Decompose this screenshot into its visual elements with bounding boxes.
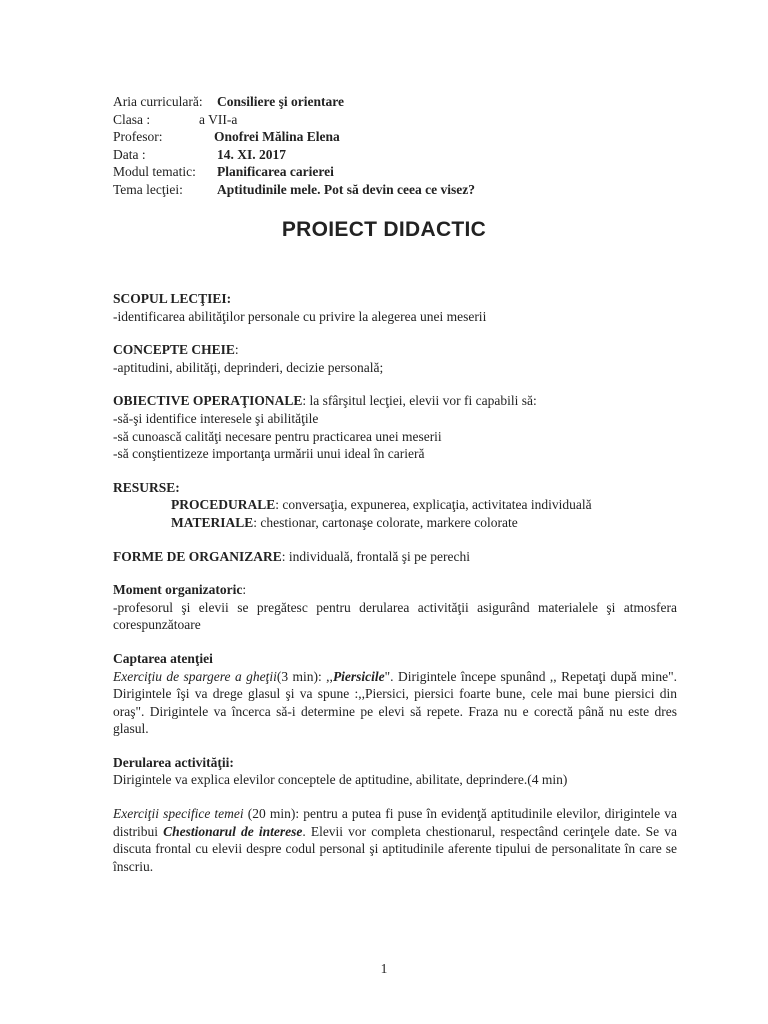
resource-text: : conversaţia, expunerea, explicaţia, activitatea individuală xyxy=(275,497,592,513)
section-concepte xyxy=(113,341,677,376)
resource-procedurale xyxy=(113,496,677,514)
meta-value: Onofrei Mălina Elena xyxy=(214,129,340,145)
list-item: -să conştientizeze importanţa urmării unui ideal în carieră xyxy=(113,446,425,462)
document-body xyxy=(113,290,677,891)
section-forme xyxy=(113,548,677,566)
meta-value: Aptitudinile mele. Pot să devin ceea ce visez? xyxy=(217,181,475,197)
section-text: -aptitudini, abilităţi, deprinderi, decizie personală; xyxy=(113,359,384,375)
section-resurse xyxy=(113,479,677,532)
exercise-text: ". Dirigintele începe spunând ,, Repetaţi după mine". Dirigintele îşi va drege glasul şi va spune :,,Piersici, piersici foarte bune, cele mai bune piersici din oraş". Dirigintele va încerca să-i determine pe elevi să repete. Fraza nu e corectă până nu este dres glasul. xyxy=(113,668,677,737)
section-text: -identificarea abilităţilor personale cu privire la alegerea unei meserii xyxy=(113,308,487,324)
section-obiective xyxy=(113,392,677,462)
meta-label: Data : xyxy=(113,146,146,162)
resource-text: : chestionar, cartonaşe colorate, markere colorate xyxy=(253,514,518,530)
exercise-label: Exerciţii specifice temei xyxy=(113,806,244,822)
exercise-time: (3 min): ,, xyxy=(276,668,333,684)
section-heading: FORME DE ORGANIZARE xyxy=(113,548,282,564)
list-item: -să-şi identifice interesele şi abilităţile xyxy=(113,410,319,426)
heading-colon: : xyxy=(242,582,247,598)
meta-row-clasa xyxy=(113,111,713,129)
resource-label: MATERIALE xyxy=(171,514,254,530)
exercise-label: Exerciţiu de spargere a gheţii xyxy=(113,668,277,684)
section-heading: RESURSE: xyxy=(113,479,180,495)
section-text: -profesorul şi elevii se pregătesc pentru derularea activităţii asigurând materialele şi atmosfera corespunzătoare xyxy=(113,599,677,633)
page-number: 1 xyxy=(380,961,388,976)
section-paragraph xyxy=(113,805,677,875)
meta-row-aria xyxy=(113,93,713,111)
section-heading: Captarea atenţiei xyxy=(113,650,213,666)
questionnaire-name: Chestionarul de interese xyxy=(163,823,303,839)
section-derularea xyxy=(113,754,677,789)
section-intro: : la sfârşitul lecţiei, elevii vor fi capabili să: xyxy=(302,393,537,409)
section-exercitii xyxy=(113,805,677,875)
document-title: PROIECT DIDACTIC xyxy=(281,218,487,241)
section-scop xyxy=(113,290,677,325)
meta-label: Clasa : xyxy=(113,111,151,127)
section-heading: Moment organizatoric xyxy=(113,582,243,598)
meta-row-modul xyxy=(113,163,713,181)
meta-value: 14. XI. 2017 xyxy=(217,146,287,162)
section-heading: CONCEPTE CHEIE xyxy=(113,342,235,358)
meta-row-profesor xyxy=(113,128,713,146)
exercise-text: . Elevii vor completa chestionarul, respectând cerinţele date. Se va discuta frontal cu elevii despre codul personal şi aptitudinile aferente tipului de personalitate în care se înscriu. xyxy=(113,823,677,874)
meta-value: a VII-a xyxy=(199,111,238,127)
section-paragraph xyxy=(113,668,677,738)
meta-value: Consiliere şi orientare xyxy=(217,94,344,109)
section-heading: OBIECTIVE OPERAŢIONALE xyxy=(113,393,303,409)
heading-colon: : xyxy=(234,342,239,358)
meta-row-tema xyxy=(113,181,713,199)
exercise-text: (20 min): pentru a putea fi puse în evidenţă aptitudinile elevilor, dirigintele va distribui xyxy=(113,806,677,839)
section-heading: SCOPUL LECŢIEI: xyxy=(113,291,232,306)
resource-label: PROCEDURALE xyxy=(171,497,276,513)
meta-label: Tema lecţiei: xyxy=(113,181,183,197)
section-moment xyxy=(113,581,677,634)
section-text: : individuală, frontală şi pe perechi xyxy=(281,548,470,564)
meta-label: Profesor: xyxy=(113,129,163,145)
exercise-name: Piersicile xyxy=(332,668,385,684)
meta-value: Planificarea carierei xyxy=(217,164,334,180)
section-captarea xyxy=(113,650,677,738)
header-info xyxy=(113,93,713,199)
meta-label: Aria curriculară: xyxy=(113,94,203,109)
resource-materiale xyxy=(113,514,677,532)
section-text: Dirigintele va explica elevilor conceptele de aptitudine, abilitate, deprindere.(4 min) xyxy=(113,772,568,788)
meta-row-data xyxy=(113,146,713,164)
section-heading: Derularea activităţii: xyxy=(113,754,234,770)
meta-label: Modul tematic: xyxy=(113,164,196,180)
list-item: -să cunoască calităţi necesare pentru practicarea unei meserii xyxy=(113,428,442,444)
